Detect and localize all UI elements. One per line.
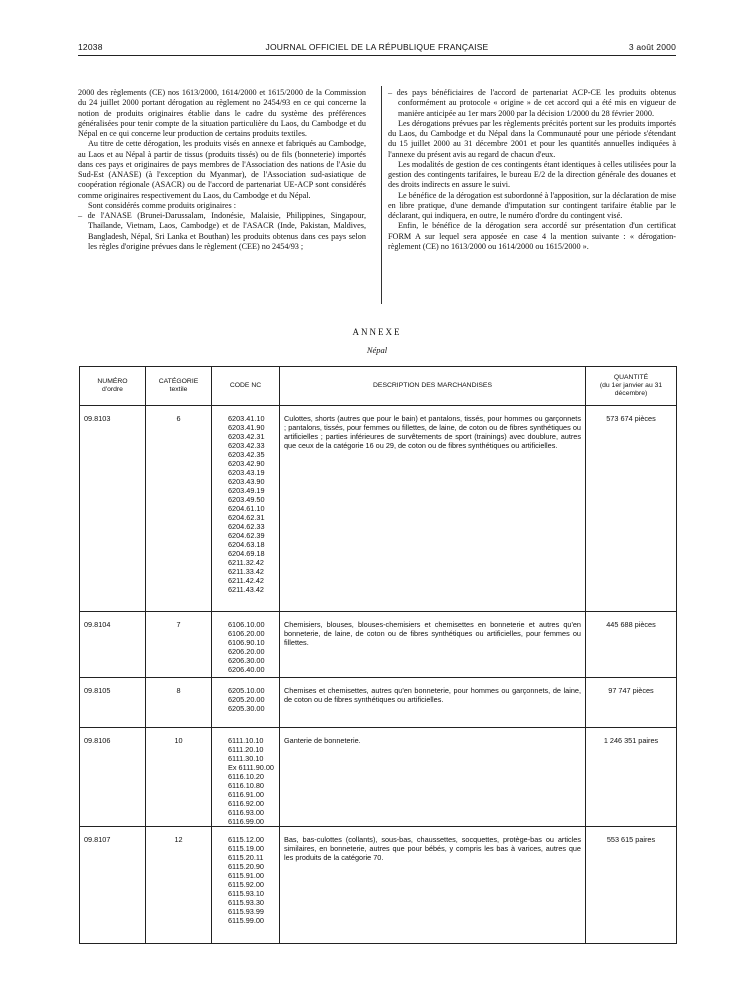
nc-code: 6211.42.42: [228, 576, 264, 585]
header-description-label: DESCRIPTION DES MARCHANDISES: [373, 382, 492, 389]
nc-code: 6106.90.10: [228, 638, 265, 647]
table-header-row: [80, 367, 677, 406]
order-number: 09.8105: [80, 678, 146, 728]
header-numero-sub: d'ordre: [102, 386, 123, 393]
header-categorie-sub: textile: [169, 386, 188, 393]
nc-code: 6106.10.00: [228, 620, 265, 629]
header-quantite: [586, 367, 677, 406]
table-row: [80, 406, 677, 612]
paragraph: Le bénéfice de la dérogation est subordonné à l'apposition, sur la déclaration de mise en libre pratique, d'une demande d'imputation sur contingent tarifaire établie par le déclarant, qui indiquera, en outre, le numéro d'ordre du contingent visé.: [388, 190, 676, 220]
text-column-left: [78, 88, 366, 252]
quota-quantity: 97 747 pièces: [586, 678, 677, 728]
header-code-label: CODE NC: [229, 382, 262, 389]
nc-code: 6111.10.10: [228, 736, 264, 745]
nc-code: 6115.93.10: [228, 889, 264, 898]
nc-code: 6111.30.10: [228, 754, 264, 763]
nc-codes: [212, 678, 280, 728]
goods-description: Ganterie de bonneterie.: [280, 728, 586, 827]
page-number: 12038: [78, 42, 103, 52]
nc-code: 6116.99.00: [228, 817, 264, 826]
nc-code: 6204.62.31: [228, 513, 265, 522]
goods-description: Bas, bas-culottes (collants), sous-bas, chaussettes, socquettes, protège-bas ou articles similaires, en bonneterie, autres que pour bébés, y compris les bas à varices, autres que les produits de la catégorie 70.: [280, 827, 586, 944]
column-divider: [381, 86, 382, 304]
textile-category: 12: [146, 827, 212, 944]
header-rule: [78, 55, 676, 56]
nc-code: 6115.12.00: [228, 835, 264, 844]
nc-code: 6205.20.00: [228, 695, 265, 704]
text-column-right: [388, 88, 676, 252]
nc-code: 6203.42.90: [228, 459, 265, 468]
nc-code: 6115.20.90: [228, 862, 264, 871]
nc-code: 6205.10.00: [228, 686, 265, 695]
paragraph: Au titre de cette dérogation, les produits visés en annexe et fabriqués au Cambodge, au Laos et au Népal à partir de tissus (produits tissés) ou de fils (bonneterie) importés dans ces pays et originaires de pays membres de l'Association des nations de l'Asie du Sud-Est (ANASE) (à l'exception du Myanmar), de l'Association sud-asiatique de coopération régionale (ASACR) ou de l'accord de partenariat UE-ACP sont considérés comme originaires respectivement du Laos, du Cambodge et du Népal.: [78, 139, 366, 200]
nc-code: 6116.10.80: [228, 781, 264, 790]
nc-code: 6206.30.00: [228, 656, 265, 665]
nc-code: 6204.61.10: [228, 504, 265, 513]
nc-code: 6115.19.00: [228, 844, 264, 853]
textile-category: 6: [146, 406, 212, 612]
header-numero-label: NUMÉRO: [97, 378, 128, 385]
nc-code: 6203.41.90: [228, 423, 265, 432]
textile-category: 7: [146, 612, 212, 678]
nc-code: 6116.93.00: [228, 808, 264, 817]
nc-code: 6203.43.19: [228, 468, 265, 477]
nc-code: 6203.49.50: [228, 495, 265, 504]
order-number: 09.8107: [80, 827, 146, 944]
nc-code: 6115.93.30: [228, 898, 264, 907]
goods-description: Culottes, shorts (autres que pour le bain) et pantalons, tissés, pour hommes ou garçonnets ; pantalons, tissés, pour femmes ou fillettes, de laine, de coton ou de fibres synthétiques ou artificielles ; parties inférieures de survêtements de sport (trainings) avec doublure, autres que ceux de la catégorie 16 ou 29, de coton ou de fibres synthétiques ou artificielles.: [280, 406, 586, 612]
nc-code: 6204.63.18: [228, 540, 265, 549]
table-row: [80, 612, 677, 678]
quota-quantity: 573 674 pièces: [586, 406, 677, 612]
goods-description: Chemisiers, blouses, blouses-chemisiers et chemisettes en bonneterie et autres qu'en bonneterie, de laine, de coton ou de fibres synthétiques ou artificielles, pour femmes ou fillettes.: [280, 612, 586, 678]
page-header: [78, 42, 676, 56]
nc-code: 6115.91.00: [228, 871, 264, 880]
paragraph: Les modalités de gestion de ces contingents étant identiques à celles utilisées pour la gestion des contingents tarifaires, le bureau E/2 de la direction générale des douanes et des droits indirects en assure le suivi.: [388, 159, 676, 190]
nc-code: 6203.49.19: [228, 486, 265, 495]
nc-code: 6106.20.00: [228, 629, 265, 638]
header-numero: [80, 367, 146, 406]
journal-title: JOURNAL OFFICIEL DE LA RÉPUBLIQUE FRANÇAISE: [265, 42, 489, 52]
quota-quantity: 553 615 paires: [586, 827, 677, 944]
goods-description: Chemises et chemisettes, autres qu'en bonneterie, pour hommes ou garçonnets, de laine, de coton ou de fibres synthétiques ou artificielles.: [280, 678, 586, 728]
nc-code: 6111.20.10: [228, 745, 264, 754]
header-categorie-label: CATÉGORIE: [158, 378, 199, 385]
nc-code: 6204.69.18: [228, 549, 265, 558]
header-quantite-label: QUANTITÉ: [613, 374, 649, 381]
table-row: [80, 678, 677, 728]
header-code: [212, 367, 280, 406]
header-quantite-sub: (du 1er janvier au 31 décembre): [599, 382, 663, 397]
paragraph: – des pays bénéficiaires de l'accord de partenariat ACP-CE les produits obtenus conformément au protocole « origine » de cet accord qui a été mis en vigueur de manière anticipée au 1er mars 2000 par la décision 1/2000 du 28 février 2000.: [388, 88, 676, 118]
nc-code: 6205.30.00: [228, 704, 265, 713]
header-categorie: [146, 367, 212, 406]
nc-code: 6116.91.00: [228, 790, 264, 799]
nc-code: 6116.10.20: [228, 772, 264, 781]
nc-codes: [212, 406, 280, 612]
order-number: 09.8103: [80, 406, 146, 612]
quota-quantity: 1 246 351 paires: [586, 728, 677, 827]
textile-category: 10: [146, 728, 212, 827]
paragraph: Sont considérés comme produits originaires :: [88, 200, 237, 210]
header-description: [280, 367, 586, 406]
textile-category: 8: [146, 678, 212, 728]
nc-codes: [212, 612, 280, 678]
nc-code: 6116.92.00: [228, 799, 264, 808]
table-row: [80, 827, 677, 944]
nc-code: 6204.62.39: [228, 531, 265, 540]
nc-code: 6115.99.00: [228, 916, 264, 925]
nc-code: 6203.42.31: [228, 432, 265, 441]
nc-code: 6211.32.42: [228, 558, 264, 567]
nc-codes: [212, 827, 280, 944]
nc-code: Ex 6111.90.00: [228, 763, 274, 772]
nc-code: 6203.42.35: [228, 450, 265, 459]
paragraph: 2000 des règlements (CE) nos 1613/2000, 1614/2000 et 1615/2000 de la Commission du 24 juillet 2000 portant dérogation au règlement no 2454/93 en ce qui concerne la notion de produits originaires établie dans le cadre du système des préférences généralisées pour tenir compte de la situation particulière du Laos, du Cambodge et du Népal en ce qui concerne leur production de certains produits textiles.: [78, 88, 366, 138]
nc-code: 6203.42.33: [228, 441, 265, 450]
quota-table: [79, 366, 677, 944]
nc-code: 6211.33.42: [228, 567, 264, 576]
paragraph: – de l'ANASE (Brunei-Darussalam, Indonésie, Malaisie, Philippines, Singapour, Thaïlande, Vietnam, Laos, Cambodge) et de l'ASACR (Inde, Pakistan, Maldives, Bangladesh, Népal, Sri Lanka et Bouthan) les produits obtenus dans ces pays selon les règles d'origine prévues dans le règlement (CEE) no 2454/93 ;: [78, 211, 366, 251]
annexe-title: ANNEXE: [352, 327, 402, 337]
nc-code: 6203.41.10: [228, 414, 265, 423]
table-row: [80, 728, 677, 827]
annexe-subtitle: Népal: [366, 345, 388, 355]
paragraph: Enfin, le bénéfice de la dérogation sera accordé sur présentation d'un certificat FORM A sur lequel sera apposée en case 4 la mention suivante : « dérogation-règlement (CE) no 1613/2000 ou 1614/2000 ou 1615/2000 ».: [388, 221, 676, 251]
nc-code: 6206.20.00: [228, 647, 265, 656]
order-number: 09.8104: [80, 612, 146, 678]
nc-codes: [212, 728, 280, 827]
order-number: 09.8106: [80, 728, 146, 827]
nc-code: 6204.62.33: [228, 522, 265, 531]
nc-code: 6203.43.90: [228, 477, 265, 486]
quota-quantity: 445 688 pièces: [586, 612, 677, 678]
nc-code: 6206.40.00: [228, 665, 265, 674]
nc-code: 6115.20.11: [228, 853, 264, 862]
nc-code: 6115.93.99: [228, 907, 264, 916]
nc-code: 6211.43.42: [228, 585, 264, 594]
publication-date: 3 août 2000: [628, 42, 676, 52]
nc-code: 6115.92.00: [228, 880, 264, 889]
paragraph: Les dérogations prévues par les règlements précités portent sur les produits importés du Laos, du Cambodge et du Népal dans la Communauté pour une période s'étendant du 15 juillet 2000 au 31 décembre 2001 et pour les quantités annuelles indiquées à l'annexe du présent avis au regard de chacun d'eux.: [388, 118, 676, 159]
